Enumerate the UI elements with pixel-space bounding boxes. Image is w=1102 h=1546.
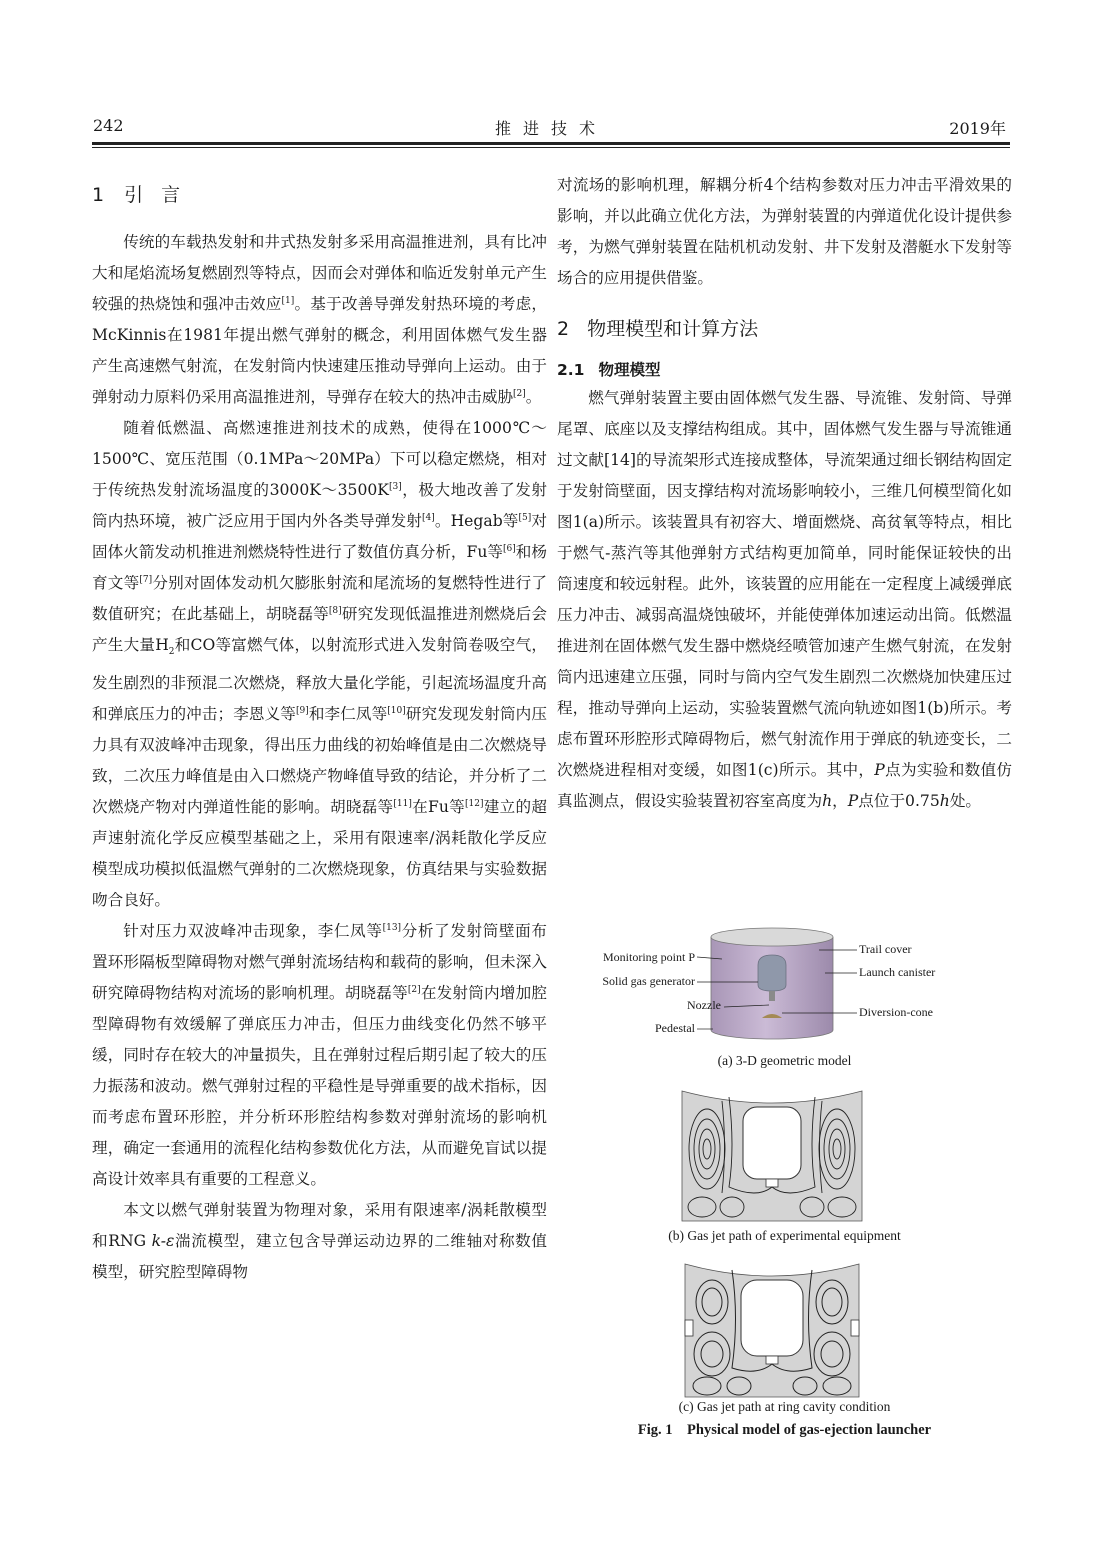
paragraph-continued: 对流场的影响机理，解耦分析4个结构参数对压力冲击平滑效果的影响，并以此确立优化方法，为弹射装置的内弹道优化设计提供参考，为燃气弹射装置在陆机机动发射、井下发射及潜艇水下发射等场合的应用提供借鉴。 <box>557 176 1012 287</box>
section-2-title: 物理模型和计算方法 <box>587 318 759 340</box>
solid-gas-generator-shape <box>758 955 786 991</box>
header-rule-thin <box>92 147 1010 148</box>
paragraph-intro-1: 传统的车载热发射和井式热发射多采用高温推进剂，具有比冲大和尾焰流场复燃剧烈等特点，因而会对弹体和临近发射单元产生较强的热烧蚀和强冲击效应[1]。基于改善导弹发射热环境的考虑，McKinnis在1981年提出燃气弹射的概念，利用固体燃气发生器产生高速燃气射流，在发射筒内快速建压推动导弹向上运动。由于弹射动力原料仍采用高温推进剂，导弹存在较大的热冲击威胁[2]。 <box>92 233 547 406</box>
subsection-2-1-title: 物理模型 <box>598 361 661 379</box>
label-launch-canister: Launch canister <box>859 965 936 979</box>
section-2-heading <box>557 314 1012 345</box>
label-nozzle: Nozzle <box>687 998 721 1012</box>
label-solid-gas-generator: Solid gas generator <box>602 974 695 988</box>
section-1-title: 引 言 <box>124 184 183 206</box>
label-trail-cover: Trail cover <box>859 942 912 956</box>
page-number: 242 <box>93 116 124 135</box>
caption-1c: (c) Gas jet path at ring cavity condition <box>678 1399 891 1414</box>
label-pedestal: Pedestal <box>655 1021 695 1035</box>
figure-1-caption: Fig. 1 Physical model of gas-ejection launcher <box>637 1422 932 1438</box>
left-column <box>92 170 547 1288</box>
header-rule-thick <box>92 142 1010 145</box>
subsection-2-1-number: 2.1 <box>557 361 585 379</box>
caption-1a: (a) 3-D geometric model <box>717 1053 852 1068</box>
section-1-heading <box>92 180 547 211</box>
journal-year: 2019年 <box>949 119 1006 138</box>
figure-1b-jet-path <box>557 1087 1012 1222</box>
journal-title: 推进技术 <box>494 119 607 138</box>
caption-1b: (b) Gas jet path of experimental equipment <box>668 1228 901 1243</box>
paragraph-intro-2: 随着低燃温、高燃速推进剂技术的成熟，使得在1000℃～1500℃、宽压范围（0.1MPa～20MPa）下可以稳定燃烧，相对于传统热发射流场温度的3000K～3500K[3]，极大地改善了发射筒内热环境，被广泛应用于国内外各类导弹发射[4]。Hegab等[5]对固体火箭发动机推进剂燃烧特性进行了数值仿真分析，Fu等[6]和杨育文等[7]分别对固体发动机欠膨胀射流和尾流场的复燃特性进行了数值研究；在此基础上，胡晓磊等[8]研究发现低温推进剂燃烧后会产生大量$H_2$和CO等富燃气体，以射流形式进入发射筒卷吸空气，发生剧烈的非预混二次燃烧，释放大量化学能，引起流场温度升高和弹底压力的冲击；李恩义等[9]和李仁凤等[10]研究发现发射筒内压力具有双波峰冲击现象，得出压力曲线的初始峰值是由二次燃烧导致，二次压力峰值是由入口燃烧产物峰值导致的结论，并分析了二次燃烧产物对内弹道性能的影响。胡晓磊等[11]在Fu等[12]建立的超声速射流化学反应模型基础之上，采用有限速率/涡耗散化学反应模型成功模拟低温燃气弹射的二次燃烧现象，仿真结果与实验数据吻合良好。 <box>92 419 547 910</box>
label-diversion-cone: Diversion-cone <box>859 1005 933 1019</box>
nozzle-shape <box>769 991 775 1001</box>
section-1-number: 1 <box>92 184 107 206</box>
paragraph-intro-4: 本文以燃气弹射装置为物理对象，采用有限速率/涡耗散模型和RNG k-ε湍流模型，建立包含导弹运动边界的二维轴对称数值模型，研究腔型障碍物 <box>92 1201 547 1282</box>
trail-cover-top <box>711 928 833 946</box>
label-monitoring-point: Monitoring point P <box>602 950 695 964</box>
figure-1c-jet-path-ring-cavity <box>557 1258 1012 1398</box>
right-column <box>557 170 1012 817</box>
subsection-2-1-heading <box>557 357 1012 383</box>
paragraph-physical-model: 燃气弹射装置主要由固体燃气发生器、导流锥、发射筒、导弹尾罩、底座以及支撑结构组成。其中，固体燃气发生器与导流锥通过文献[14]的导流架形式连接成整体，导流架通过细长钢结构固定于发射筒壁面，因支撑结构对流场影响较小，三维几何模型简化如图1(a)所示。该装置具有初容大、增面燃烧、高贫氧等特点，相比于燃气-蒸汽等其他弹射方式结构更加简单，同时能保证较快的出筒速度和较远射程。此外，该装置的应用能在一定程度上减缓弹底压力冲击、减弱高温烧蚀破坏，并能使弹体加速运动出筒。低燃温推进剂在固体燃气发生器中燃烧经喷管加速产生燃气射流，在发射筒内迅速建立压强，同时与筒内空气发生剧烈二次燃烧加快建压过程，推动导弹向上运动，实验装置燃气流向轨迹如图1(b)所示。考虑布置环形腔形式障碍物后，燃气射流作用于弹底的轨迹变长，二次燃烧进程相对变缓，如图1(c)所示。其中，P点为实验和数值仿真监测点，假设实验装置初容室高度为h，P点位于0.75h处。 <box>557 389 1012 810</box>
section-2-number: 2 <box>557 318 570 340</box>
paragraph-intro-3: 针对压力双波峰冲击现象，李仁凤等[13]分析了发射筒壁面布置环形隔板型障碍物对燃气弹射流场结构和载荷的影响，但未深入研究障碍物结构对流场的影响机理。胡晓磊等[2]在发射筒内增加腔型障碍物有效缓解了弹底压力冲击，但压力曲线变化仍然不够平缓，同时存在较大的冲量损失，且在弹射过程后期引起了较大的压力振荡和波动。燃气弹射过程的平稳性是导弹重要的战术指标，因而考虑布置环形腔，并分析环形腔结构参数对弹射流场的影响机理，确定一套通用的流程化结构参数优化方法，从而避免盲试以提高设计效率具有重要的工程意义。 <box>92 922 547 1189</box>
